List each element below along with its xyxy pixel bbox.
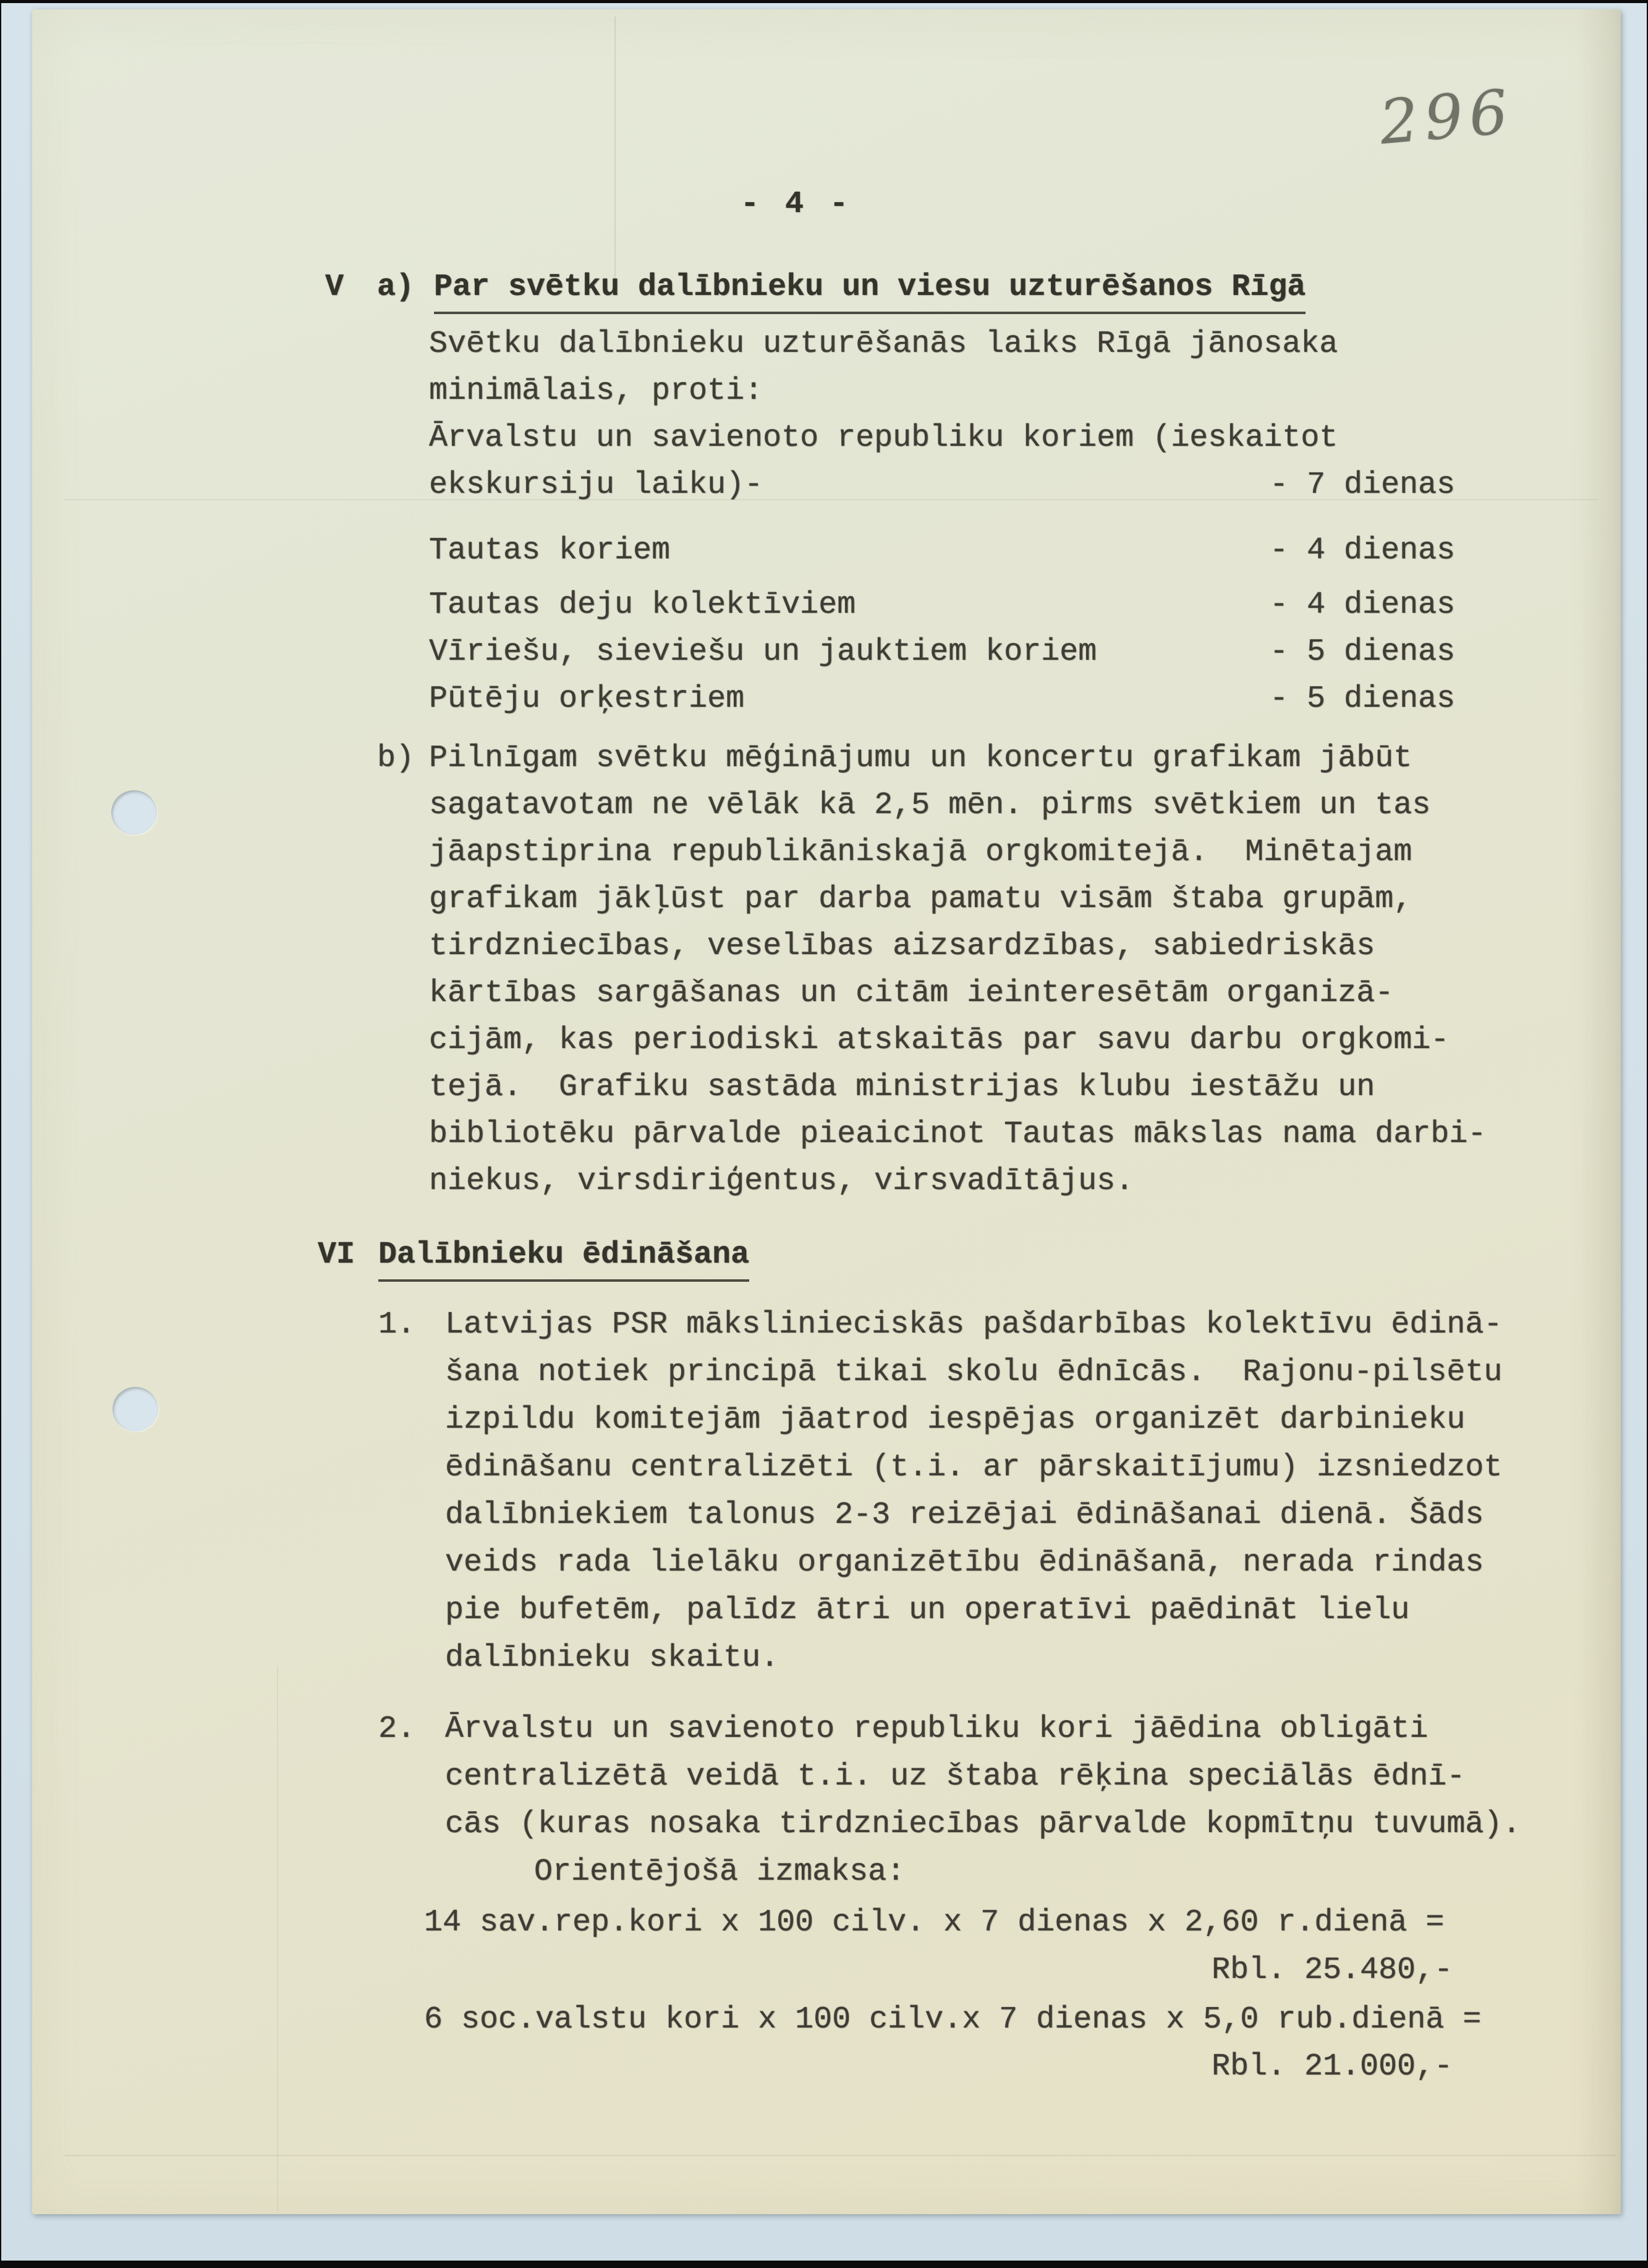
section-vi-heading: Dalībnieku ēdināšana	[378, 1237, 749, 1282]
duration-row-label: Tautas koriem	[429, 533, 671, 568]
section-v-numeral: V	[325, 270, 344, 305]
duration-row-label: Pūtēju orķestriem	[429, 681, 745, 717]
typewritten-line: šana notiek principā tikai skolu ēdnīcās. Rajonu-pilsētu	[445, 1355, 1503, 1390]
typewritten-line: minimālais, proti:	[429, 373, 763, 409]
typewritten-line: ēdināšanu centralizēti (t.i. ar pārskaitījumu) izsniedzot	[445, 1450, 1503, 1485]
typewritten-line: Ārvalstu un savienoto republiku kori jāēdina obligāti	[445, 1712, 1429, 1747]
duration-row-label: Vīriešu, sieviešu un jauktiem koriem	[429, 634, 1097, 670]
typewritten-line: sagatavotam ne vēlāk kā 2,5 mēn. pirms svētkiem un tas	[429, 788, 1431, 823]
page-number: - 4 -	[741, 187, 852, 222]
punch-hole	[111, 790, 157, 835]
typewritten-line: dalībniekiem talonus 2-3 reizējai ēdināšanai dienā. Šāds	[445, 1498, 1484, 1533]
typewritten-line: Svētku dalībnieku uzturēšanās laiks Rīgā jānosaka	[429, 326, 1338, 362]
calculation-formula: 14 sav.rep.kori x 100 cilv. x 7 dienas x 2,60 r.dienā =	[424, 1905, 1445, 1940]
typewritten-line: dalībnieku skaitu.	[445, 1640, 779, 1676]
item-1-label: 1.	[378, 1307, 416, 1342]
duration-row-value: - 4 dienas	[1270, 587, 1456, 623]
item-a-heading: Par svētku dalībnieku un viesu uzturēšanos Rīgā	[434, 269, 1306, 314]
calculation-result: Rbl. 21.000,-	[1212, 2049, 1453, 2084]
typewritten-line: izpildu komitejām jāatrod iespējas organizēt darbinieku	[445, 1402, 1466, 1438]
duration-row-label: Tautas deju kolektīviem	[429, 587, 856, 623]
typewritten-line: tejā. Grafiku sastāda ministrijas klubu iestāžu un	[429, 1070, 1375, 1105]
paper-crease	[64, 2155, 1616, 2156]
typewritten-line: cās (kuras nosaka tirdzniecības pārvalde kopmītņu tuvumā).	[445, 1807, 1521, 1842]
duration-row-label: ekskursiju laiku)-	[429, 467, 763, 503]
typewritten-line: kārtības sargāšanas un citām ieinteresētām organizā-	[429, 976, 1394, 1011]
calculation-formula: 6 soc.valstu kori x 100 cilv.x 7 dienas x 5,0 rub.dienā =	[424, 2002, 1482, 2037]
item-b-label: b)	[377, 741, 415, 776]
cost-heading: Orientējošā izmaksa:	[534, 1854, 906, 1890]
typewritten-line: grafikam jākļūst par darba pamatu visām štaba grupām,	[429, 882, 1412, 917]
typewritten-line: Latvijas PSR mākslinieciskās pašdarbības kolektīvu ēdinā-	[445, 1307, 1503, 1342]
typewritten-line: tirdzniecības, veselības aizsardzības, sabiedriskās	[429, 929, 1375, 964]
duration-row-value: - 5 dienas	[1270, 634, 1456, 670]
handwritten-folio-number: 296	[1377, 76, 1517, 159]
scanner-bed	[1, 3, 1647, 2261]
item-2-label: 2.	[378, 1712, 416, 1747]
typewritten-line: pie bufetēm, palīdz ātri un operatīvi paēdināt lielu	[445, 1593, 1410, 1628]
paper-crease	[614, 17, 616, 289]
duration-row-value: - 5 dienas	[1270, 681, 1456, 717]
typewritten-line: bibliotēku pārvalde pieaicinot Tautas mākslas nama darbi-	[429, 1117, 1487, 1152]
typewritten-line: cijām, kas periodiski atskaitās par savu darbu orgkomi-	[429, 1023, 1450, 1058]
duration-row-value: - 7 dienas	[1270, 467, 1456, 503]
item-a-label: a)	[377, 270, 415, 305]
paper-crease	[277, 1666, 278, 2210]
punch-hole	[113, 1387, 158, 1431]
section-vi-numeral: VI	[318, 1237, 355, 1273]
typewritten-line: centralizētā veidā t.i. uz štaba rēķina speciālās ēdnī-	[445, 1759, 1466, 1794]
duration-row-value: - 4 dienas	[1270, 533, 1456, 568]
typewritten-line: veids rada lielāku organizētību ēdināšanā, nerada rindas	[445, 1545, 1484, 1580]
typewritten-line: Pilnīgam svētku mēģinājumu un koncertu grafikam jābūt	[429, 741, 1412, 776]
typewritten-line: niekus, virsdiriģentus, virsvadītājus.	[429, 1164, 1134, 1199]
typewritten-line: jāapstiprina republikāniskajā orgkomitejā. Minētajam	[429, 835, 1412, 870]
typewritten-line: Ārvalstu un savienoto republiku koriem (ieskaitot	[429, 420, 1338, 456]
calculation-result: Rbl. 25.480,-	[1212, 1953, 1453, 1988]
